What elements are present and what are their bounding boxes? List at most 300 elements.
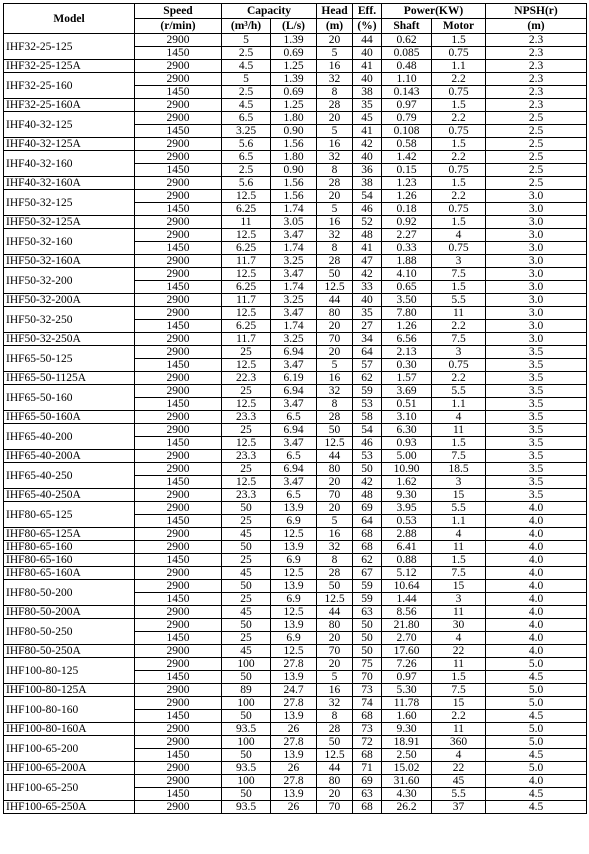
eff-cell: 44 <box>353 34 382 47</box>
speed-cell: 2900 <box>135 307 222 320</box>
speed-cell: 2900 <box>135 73 222 86</box>
eff-cell: 36 <box>353 164 382 177</box>
pump-spec-table <box>3 3 587 814</box>
power-shaft-cell: 1.10 <box>382 73 432 86</box>
npsh-cell: 2.5 <box>486 151 587 164</box>
model-cell: IHF50-32-160 <box>4 229 135 255</box>
capacity-m3h-cell: 6.25 <box>222 203 271 216</box>
header-capacity-m3h: (m³/h) <box>222 19 271 34</box>
model-cell: IHF50-32-125A <box>4 216 135 229</box>
power-motor-cell: 1.1 <box>432 60 486 73</box>
head-cell: 5 <box>317 47 353 60</box>
head-cell: 50 <box>317 424 353 437</box>
capacity-ls-cell: 0.69 <box>271 86 317 99</box>
speed-cell: 1450 <box>135 86 222 99</box>
capacity-m3h-cell: 50 <box>222 619 271 632</box>
table-row <box>4 463 587 476</box>
head-cell: 80 <box>317 463 353 476</box>
model-cell: IHF50-32-250A <box>4 333 135 346</box>
table-row <box>4 450 587 463</box>
eff-cell: 50 <box>353 645 382 658</box>
eff-cell: 59 <box>353 580 382 593</box>
power-shaft-cell: 3.10 <box>382 411 432 424</box>
power-motor-cell: 11 <box>432 606 486 619</box>
power-motor-cell: 11 <box>432 424 486 437</box>
npsh-cell: 3.5 <box>486 372 587 385</box>
capacity-m3h-cell: 100 <box>222 697 271 710</box>
model-cell: IHF50-32-160A <box>4 255 135 268</box>
model-cell: IHF80-65-160 <box>4 554 135 567</box>
capacity-m3h-cell: 12.5 <box>222 268 271 281</box>
capacity-ls-cell: 1.39 <box>271 34 317 47</box>
power-motor-cell: 1.5 <box>432 281 486 294</box>
power-shaft-cell: 8.56 <box>382 606 432 619</box>
capacity-m3h-cell: 50 <box>222 580 271 593</box>
model-cell: IHF100-65-200 <box>4 736 135 762</box>
eff-cell: 67 <box>353 567 382 580</box>
power-shaft-cell: 0.65 <box>382 281 432 294</box>
model-cell: IHF50-32-250 <box>4 307 135 333</box>
power-shaft-cell: 0.33 <box>382 242 432 255</box>
header-capacity-ls: (L/s) <box>271 19 317 34</box>
eff-cell: 64 <box>353 346 382 359</box>
model-cell: IHF80-65-160 <box>4 541 135 554</box>
power-motor-cell: 5.5 <box>432 788 486 801</box>
capacity-m3h-cell: 12.5 <box>222 307 271 320</box>
speed-cell: 1450 <box>135 788 222 801</box>
power-motor-cell: 1.5 <box>432 216 486 229</box>
speed-cell: 2900 <box>135 294 222 307</box>
power-motor-cell: 15 <box>432 697 486 710</box>
power-shaft-cell: 0.58 <box>382 138 432 151</box>
speed-cell: 2900 <box>135 567 222 580</box>
capacity-m3h-cell: 25 <box>222 346 271 359</box>
model-cell: IHF100-65-250 <box>4 775 135 801</box>
npsh-cell: 4.0 <box>486 554 587 567</box>
capacity-m3h-cell: 93.5 <box>222 801 271 814</box>
head-cell: 16 <box>317 528 353 541</box>
table-row <box>4 723 587 736</box>
head-cell: 16 <box>317 216 353 229</box>
capacity-m3h-cell: 12.5 <box>222 437 271 450</box>
eff-cell: 52 <box>353 216 382 229</box>
capacity-ls-cell: 6.94 <box>271 385 317 398</box>
power-shaft-cell: 0.97 <box>382 671 432 684</box>
head-cell: 8 <box>317 164 353 177</box>
capacity-ls-cell: 3.05 <box>271 216 317 229</box>
table-row <box>4 372 587 385</box>
head-cell: 50 <box>317 268 353 281</box>
eff-cell: 64 <box>353 515 382 528</box>
speed-cell: 2900 <box>135 333 222 346</box>
head-cell: 8 <box>317 86 353 99</box>
header-npsh-unit: (m) <box>486 19 587 34</box>
npsh-cell: 4.0 <box>486 528 587 541</box>
npsh-cell: 3.0 <box>486 281 587 294</box>
power-shaft-cell: 0.93 <box>382 437 432 450</box>
head-cell: 80 <box>317 619 353 632</box>
npsh-cell: 4.0 <box>486 593 587 606</box>
capacity-m3h-cell: 25 <box>222 554 271 567</box>
head-cell: 32 <box>317 73 353 86</box>
capacity-m3h-cell: 25 <box>222 515 271 528</box>
capacity-ls-cell: 6.9 <box>271 593 317 606</box>
eff-cell: 68 <box>353 801 382 814</box>
capacity-ls-cell: 13.9 <box>271 541 317 554</box>
head-cell: 5 <box>317 515 353 528</box>
eff-cell: 50 <box>353 463 382 476</box>
table-row <box>4 762 587 775</box>
capacity-ls-cell: 6.5 <box>271 450 317 463</box>
capacity-m3h-cell: 4.5 <box>222 99 271 112</box>
capacity-ls-cell: 24.7 <box>271 684 317 697</box>
head-cell: 12.5 <box>317 437 353 450</box>
npsh-cell: 3.5 <box>486 463 587 476</box>
power-motor-cell: 7.5 <box>432 567 486 580</box>
eff-cell: 59 <box>353 385 382 398</box>
power-motor-cell: 11 <box>432 723 486 736</box>
eff-cell: 53 <box>353 450 382 463</box>
head-cell: 70 <box>317 801 353 814</box>
model-cell: IHF65-40-200A <box>4 450 135 463</box>
power-motor-cell: 1.5 <box>432 671 486 684</box>
capacity-ls-cell: 1.74 <box>271 281 317 294</box>
eff-cell: 63 <box>353 606 382 619</box>
table-row <box>4 489 587 502</box>
head-cell: 16 <box>317 684 353 697</box>
capacity-ls-cell: 1.56 <box>271 190 317 203</box>
head-cell: 32 <box>317 385 353 398</box>
head-cell: 28 <box>317 567 353 580</box>
speed-cell: 1450 <box>135 281 222 294</box>
eff-cell: 75 <box>353 658 382 671</box>
capacity-m3h-cell: 6.25 <box>222 320 271 333</box>
capacity-m3h-cell: 2.5 <box>222 86 271 99</box>
model-cell: IHF100-65-200A <box>4 762 135 775</box>
table-row <box>4 255 587 268</box>
table-row <box>4 268 587 281</box>
table-row <box>4 190 587 203</box>
model-cell: IHF80-65-125 <box>4 502 135 528</box>
speed-cell: 2900 <box>135 268 222 281</box>
power-shaft-cell: 1.88 <box>382 255 432 268</box>
model-cell: IHF65-50-1125A <box>4 372 135 385</box>
table-row <box>4 73 587 86</box>
power-motor-cell: 0.75 <box>432 203 486 216</box>
head-cell: 32 <box>317 541 353 554</box>
speed-cell: 2900 <box>135 489 222 502</box>
capacity-m3h-cell: 50 <box>222 749 271 762</box>
table-row <box>4 34 587 47</box>
header-shaft: Shaft <box>382 19 432 34</box>
capacity-ls-cell: 6.94 <box>271 424 317 437</box>
capacity-m3h-cell: 6.5 <box>222 151 271 164</box>
power-motor-cell: 1.5 <box>432 138 486 151</box>
npsh-cell: 4.0 <box>486 515 587 528</box>
model-cell: IHF80-50-200 <box>4 580 135 606</box>
head-cell: 12.5 <box>317 749 353 762</box>
power-motor-cell: 37 <box>432 801 486 814</box>
capacity-m3h-cell: 100 <box>222 736 271 749</box>
capacity-m3h-cell: 4.5 <box>222 60 271 73</box>
npsh-cell: 3.0 <box>486 255 587 268</box>
capacity-ls-cell: 13.9 <box>271 749 317 762</box>
capacity-m3h-cell: 45 <box>222 528 271 541</box>
capacity-m3h-cell: 50 <box>222 541 271 554</box>
head-cell: 28 <box>317 99 353 112</box>
power-motor-cell: 4 <box>432 528 486 541</box>
table-row <box>4 411 587 424</box>
capacity-ls-cell: 3.47 <box>271 359 317 372</box>
speed-cell: 1450 <box>135 593 222 606</box>
head-cell: 5 <box>317 203 353 216</box>
npsh-cell: 3.0 <box>486 320 587 333</box>
eff-cell: 27 <box>353 320 382 333</box>
power-shaft-cell: 0.97 <box>382 99 432 112</box>
npsh-cell: 2.5 <box>486 125 587 138</box>
power-motor-cell: 3 <box>432 593 486 606</box>
speed-cell: 2900 <box>135 229 222 242</box>
power-motor-cell: 1.5 <box>432 437 486 450</box>
model-cell: IHF80-65-125A <box>4 528 135 541</box>
power-motor-cell: 2.2 <box>432 710 486 723</box>
npsh-cell: 3.0 <box>486 216 587 229</box>
power-shaft-cell: 5.12 <box>382 567 432 580</box>
header-npsh: NPSH(r) <box>486 4 587 19</box>
power-shaft-cell: 1.42 <box>382 151 432 164</box>
table-row <box>4 177 587 190</box>
capacity-ls-cell: 1.56 <box>271 177 317 190</box>
capacity-ls-cell: 6.94 <box>271 346 317 359</box>
speed-cell: 2900 <box>135 684 222 697</box>
model-cell: IHF50-32-200 <box>4 268 135 294</box>
table-row <box>4 60 587 73</box>
power-motor-cell: 45 <box>432 775 486 788</box>
capacity-ls-cell: 27.8 <box>271 658 317 671</box>
capacity-m3h-cell: 25 <box>222 424 271 437</box>
capacity-ls-cell: 6.94 <box>271 463 317 476</box>
power-shaft-cell: 18.91 <box>382 736 432 749</box>
eff-cell: 74 <box>353 697 382 710</box>
npsh-cell: 3.5 <box>486 450 587 463</box>
speed-cell: 2900 <box>135 138 222 151</box>
model-cell: IHF65-40-250A <box>4 489 135 502</box>
capacity-m3h-cell: 50 <box>222 710 271 723</box>
speed-cell: 2900 <box>135 190 222 203</box>
eff-cell: 41 <box>353 242 382 255</box>
power-motor-cell: 5.5 <box>432 385 486 398</box>
model-cell: IHF40-32-125 <box>4 112 135 138</box>
eff-cell: 71 <box>353 762 382 775</box>
power-shaft-cell: 5.30 <box>382 684 432 697</box>
speed-cell: 1450 <box>135 125 222 138</box>
eff-cell: 35 <box>353 99 382 112</box>
npsh-cell: 2.5 <box>486 177 587 190</box>
table-row <box>4 619 587 632</box>
power-shaft-cell: 0.51 <box>382 398 432 411</box>
npsh-cell: 2.5 <box>486 138 587 151</box>
table-row <box>4 385 587 398</box>
capacity-ls-cell: 1.80 <box>271 151 317 164</box>
capacity-ls-cell: 27.8 <box>271 697 317 710</box>
speed-cell: 2900 <box>135 255 222 268</box>
power-motor-cell: 0.75 <box>432 242 486 255</box>
npsh-cell: 5.0 <box>486 684 587 697</box>
npsh-cell: 5.0 <box>486 697 587 710</box>
power-shaft-cell: 7.80 <box>382 307 432 320</box>
power-shaft-cell: 15.02 <box>382 762 432 775</box>
power-shaft-cell: 1.57 <box>382 372 432 385</box>
speed-cell: 2900 <box>135 801 222 814</box>
npsh-cell: 2.3 <box>486 86 587 99</box>
table-row <box>4 528 587 541</box>
head-cell: 16 <box>317 372 353 385</box>
table-row <box>4 775 587 788</box>
power-motor-cell: 3 <box>432 346 486 359</box>
speed-cell: 2900 <box>135 60 222 73</box>
head-cell: 20 <box>317 788 353 801</box>
eff-cell: 40 <box>353 294 382 307</box>
eff-cell: 42 <box>353 268 382 281</box>
capacity-m3h-cell: 11 <box>222 216 271 229</box>
power-shaft-cell: 4.30 <box>382 788 432 801</box>
model-cell: IHF100-80-160A <box>4 723 135 736</box>
capacity-m3h-cell: 5 <box>222 34 271 47</box>
speed-cell: 1450 <box>135 398 222 411</box>
eff-cell: 47 <box>353 255 382 268</box>
eff-cell: 57 <box>353 359 382 372</box>
eff-cell: 69 <box>353 775 382 788</box>
capacity-m3h-cell: 93.5 <box>222 762 271 775</box>
npsh-cell: 3.5 <box>486 476 587 489</box>
power-shaft-cell: 1.44 <box>382 593 432 606</box>
table-row <box>4 502 587 515</box>
capacity-ls-cell: 0.90 <box>271 164 317 177</box>
power-shaft-cell: 9.30 <box>382 489 432 502</box>
eff-cell: 59 <box>353 593 382 606</box>
eff-cell: 34 <box>353 333 382 346</box>
eff-cell: 48 <box>353 229 382 242</box>
power-motor-cell: 11 <box>432 658 486 671</box>
capacity-m3h-cell: 25 <box>222 593 271 606</box>
table-row <box>4 736 587 749</box>
table-row <box>4 138 587 151</box>
capacity-ls-cell: 6.5 <box>271 411 317 424</box>
head-cell: 32 <box>317 229 353 242</box>
speed-cell: 1450 <box>135 320 222 333</box>
eff-cell: 72 <box>353 736 382 749</box>
capacity-ls-cell: 3.47 <box>271 476 317 489</box>
npsh-cell: 4.0 <box>486 645 587 658</box>
speed-cell: 1450 <box>135 515 222 528</box>
eff-cell: 62 <box>353 372 382 385</box>
table-row <box>4 333 587 346</box>
capacity-ls-cell: 13.9 <box>271 671 317 684</box>
power-motor-cell: 7.5 <box>432 684 486 697</box>
npsh-cell: 3.0 <box>486 229 587 242</box>
power-motor-cell: 11 <box>432 307 486 320</box>
npsh-cell: 2.5 <box>486 112 587 125</box>
power-shaft-cell: 3.95 <box>382 502 432 515</box>
power-motor-cell: 3 <box>432 255 486 268</box>
eff-cell: 73 <box>353 723 382 736</box>
capacity-m3h-cell: 22.3 <box>222 372 271 385</box>
npsh-cell: 2.3 <box>486 34 587 47</box>
head-cell: 80 <box>317 775 353 788</box>
capacity-m3h-cell: 25 <box>222 385 271 398</box>
power-shaft-cell: 9.30 <box>382 723 432 736</box>
capacity-ls-cell: 3.47 <box>271 307 317 320</box>
capacity-ls-cell: 1.74 <box>271 242 317 255</box>
capacity-m3h-cell: 45 <box>222 606 271 619</box>
power-shaft-cell: 3.50 <box>382 294 432 307</box>
eff-cell: 40 <box>353 151 382 164</box>
speed-cell: 2900 <box>135 34 222 47</box>
head-cell: 20 <box>317 502 353 515</box>
head-cell: 28 <box>317 255 353 268</box>
speed-cell: 1450 <box>135 554 222 567</box>
power-shaft-cell: 0.53 <box>382 515 432 528</box>
model-cell: IHF50-32-200A <box>4 294 135 307</box>
eff-cell: 50 <box>353 619 382 632</box>
eff-cell: 33 <box>353 281 382 294</box>
speed-cell: 2900 <box>135 372 222 385</box>
capacity-m3h-cell: 5.6 <box>222 177 271 190</box>
capacity-ls-cell: 1.25 <box>271 60 317 73</box>
power-shaft-cell: 0.62 <box>382 34 432 47</box>
head-cell: 80 <box>317 307 353 320</box>
head-cell: 28 <box>317 723 353 736</box>
table-row <box>4 112 587 125</box>
table-row <box>4 346 587 359</box>
npsh-cell: 2.3 <box>486 60 587 73</box>
capacity-m3h-cell: 23.3 <box>222 489 271 502</box>
power-motor-cell: 7.5 <box>432 450 486 463</box>
capacity-m3h-cell: 50 <box>222 671 271 684</box>
power-motor-cell: 15 <box>432 580 486 593</box>
power-motor-cell: 1.5 <box>432 177 486 190</box>
power-shaft-cell: 0.48 <box>382 60 432 73</box>
power-motor-cell: 30 <box>432 619 486 632</box>
speed-cell: 1450 <box>135 203 222 216</box>
capacity-m3h-cell: 12.5 <box>222 476 271 489</box>
power-motor-cell: 22 <box>432 762 486 775</box>
table-row <box>4 606 587 619</box>
npsh-cell: 3.0 <box>486 268 587 281</box>
speed-cell: 2900 <box>135 580 222 593</box>
eff-cell: 38 <box>353 86 382 99</box>
table-row <box>4 541 587 554</box>
capacity-ls-cell: 3.47 <box>271 437 317 450</box>
speed-cell: 1450 <box>135 749 222 762</box>
npsh-cell: 3.5 <box>486 489 587 502</box>
capacity-ls-cell: 0.90 <box>271 125 317 138</box>
model-cell: IHF80-50-250A <box>4 645 135 658</box>
capacity-m3h-cell: 100 <box>222 775 271 788</box>
capacity-m3h-cell: 50 <box>222 502 271 515</box>
eff-cell: 69 <box>353 502 382 515</box>
capacity-m3h-cell: 6.25 <box>222 281 271 294</box>
head-cell: 70 <box>317 333 353 346</box>
power-motor-cell: 1.5 <box>432 554 486 567</box>
table-row <box>4 697 587 710</box>
power-motor-cell: 11 <box>432 541 486 554</box>
head-cell: 20 <box>317 112 353 125</box>
speed-cell: 2900 <box>135 385 222 398</box>
eff-cell: 68 <box>353 749 382 762</box>
power-motor-cell: 4 <box>432 229 486 242</box>
head-cell: 20 <box>317 658 353 671</box>
